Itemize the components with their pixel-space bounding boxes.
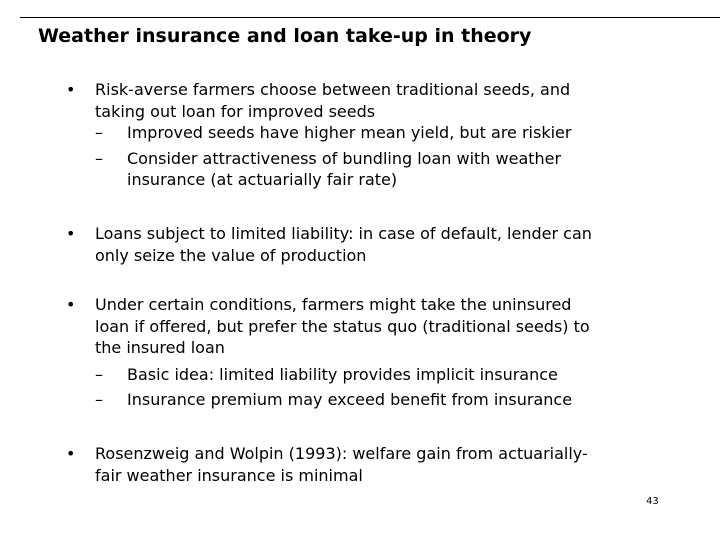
bullet-text: Rosenzweig and Wolpin (1993): welfare gain from actuarially- fair weather insurance is minimal xyxy=(95,444,588,485)
dash-marker: – xyxy=(95,364,103,384)
dash-marker: – xyxy=(95,123,103,142)
bullet-marker: • xyxy=(66,295,76,314)
bullet-item xyxy=(66,79,676,191)
bullet-item xyxy=(66,294,676,411)
sub-bullet-text: Basic idea: limited liability provides implicit insurance xyxy=(127,364,558,384)
bullet-text: Risk-averse farmers choose between traditional seeds, and taking out loan for improved seeds xyxy=(95,80,571,121)
bullet-marker: • xyxy=(66,224,76,243)
slide-title: Weather insurance and loan take-up in theory xyxy=(38,25,532,47)
dash-marker: – xyxy=(95,148,103,168)
sub-bullet-text: Consider attractiveness of bundling loan with weather insurance (at actuarially fair rate) xyxy=(127,148,562,189)
bullet-marker: • xyxy=(66,80,76,99)
dash-marker: – xyxy=(95,390,103,409)
sub-bullet-item xyxy=(95,122,676,144)
bullet-marker: • xyxy=(66,444,76,463)
bullet-text: Under certain conditions, farmers might take the uninsured loan if offered, but prefer the status quo (traditional seeds) to the insured loan xyxy=(95,295,590,357)
sub-bullet-item xyxy=(95,148,676,191)
bullet-item xyxy=(66,443,676,486)
sub-bullet-text: Improved seeds have higher mean yield, but are riskier xyxy=(127,123,572,142)
sub-bullet-text: Insurance premium may exceed benefit from insurance xyxy=(127,390,573,409)
sub-bullet-item xyxy=(95,364,676,386)
bullet-item xyxy=(66,223,676,266)
sub-bullet-item xyxy=(95,389,676,411)
bullet-text: Loans subject to limited liability: in case of default, lender can only seize the value of production xyxy=(95,224,592,265)
page-number: 43 xyxy=(646,496,659,507)
